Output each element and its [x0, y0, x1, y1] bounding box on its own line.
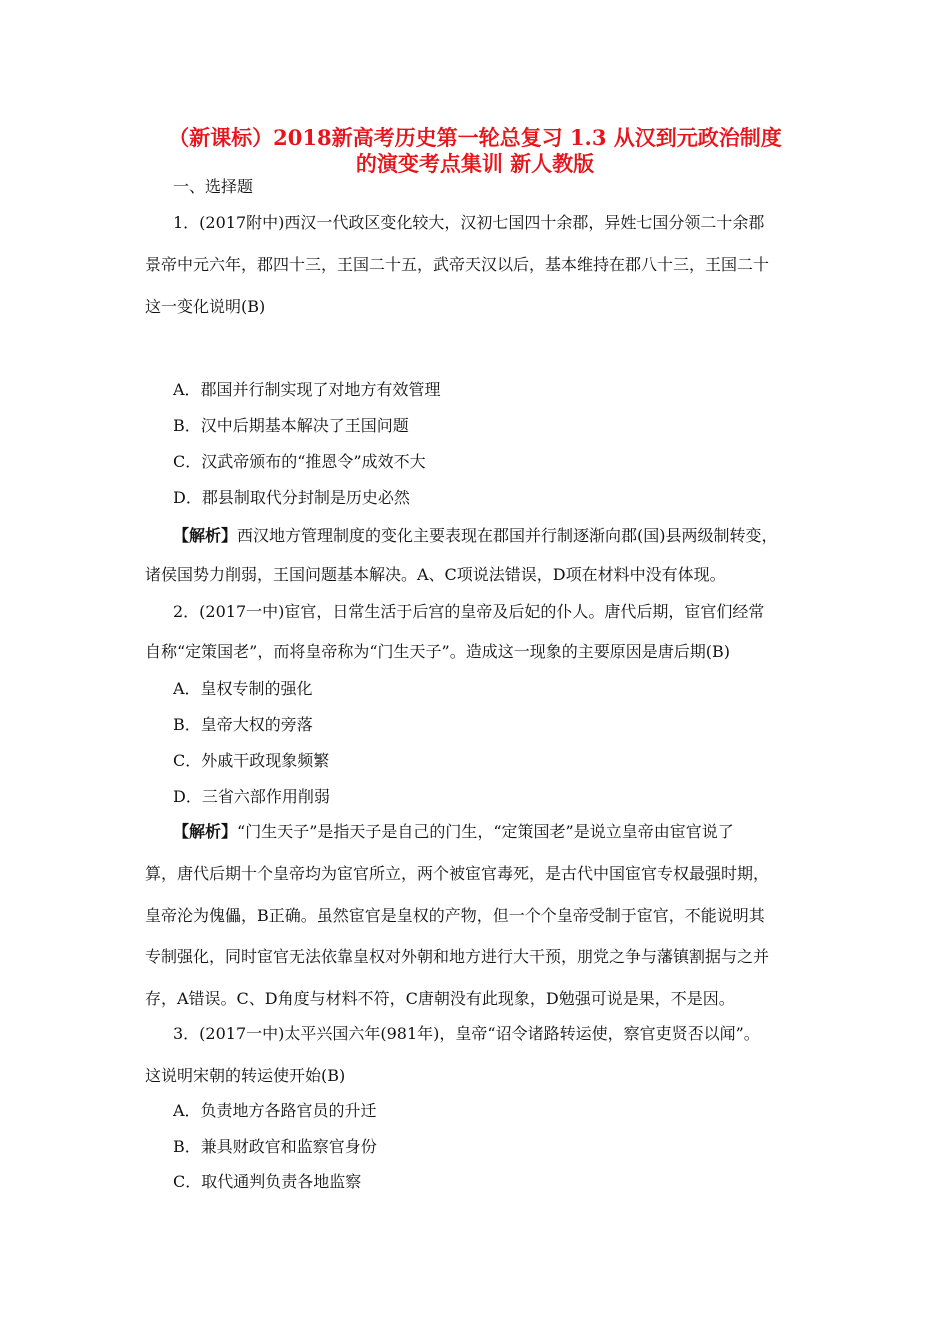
q2-option-d: D．三省六部作用削弱 [173, 787, 330, 806]
document-title-line2: 的演变考点集训 新人教版 [355, 151, 595, 176]
q3-stem-line1: 3．(2017一中)太平兴国六年(981年)，皇帝“诏令诸路转运使，察官吏贤否以闻”。 [173, 1024, 760, 1043]
q1-stem-line3: 这一变化说明(B) [145, 297, 266, 316]
q1-option-d: D．郡县制取代分封制是历史必然 [173, 488, 410, 507]
q2-analysis-line1 [173, 822, 734, 842]
q2-stem-line1: 2．(2017一中)宦官，日常生活于后宫的皇帝及后妃的仆人。唐代后期，宦官们经常 [173, 602, 765, 621]
q2-stem-line2: 自称“定策国老”，而将皇帝称为“门生天子”。造成这一现象的主要原因是唐后期(B) [145, 642, 730, 661]
q1-analysis-text1: 西汉地方管理制度的变化主要表现在郡国并行制逐渐向郡(国)县两级制转变， [237, 526, 778, 545]
q2-analysis-text1: “门生天子”是指天子是自己的门生，“定策国老”是说立皇帝由宦官说了 [237, 822, 734, 841]
q1-option-a: A．郡国并行制实现了对地方有效管理 [173, 380, 441, 399]
section-heading: 一、选择题 [173, 177, 254, 196]
q1-analysis-line2: 诸侯国势力削弱，王国问题基本解决。A、C项说法错误，D项在材料中没有体现。 [145, 565, 726, 584]
q2-analysis-line3: 皇帝沦为傀儡，B正确。虽然宦官是皇权的产物，但一个个皇帝受制于宦官，不能说明其 [145, 906, 765, 925]
document-title-line1: （新课标）2018新高考历史第一轮总复习 1.3 从汉到元政治制度 [168, 125, 782, 150]
q1-analysis-label: 【解析】 [173, 526, 238, 545]
q2-option-c: C．外戚干政现象频繁 [173, 751, 330, 770]
q2-analysis-line4: 专制强化，同时宦官无法依靠皇权对外朝和地方进行大干预，朋党之争与藩镇割据与之并 [145, 947, 770, 966]
q3-option-b: B．兼具财政官和监察官身份 [173, 1137, 377, 1156]
q1-stem-line1: 1．(2017附中)西汉一代政区变化较大，汉初七国四十余郡，异姓七国分领二十余郡 [173, 213, 765, 232]
q3-option-c: C．取代通判负责各地监察 [173, 1172, 362, 1191]
q2-analysis-line5: 存，A错误。C、D角度与材料不符，C唐朝没有此现象，D勉强可说是果，不是因。 [145, 989, 735, 1008]
q3-option-a: A．负责地方各路官员的升迁 [173, 1101, 377, 1120]
q1-option-c: C．汉武帝颁布的“推恩令”成效不大 [173, 452, 426, 471]
q2-option-b: B．皇帝大权的旁落 [173, 715, 313, 734]
q1-analysis-line1 [173, 526, 778, 546]
q3-stem-line2: 这说明宋朝的转运使开始(B) [145, 1066, 346, 1085]
q1-option-b: B．汉中后期基本解决了王国问题 [173, 416, 409, 435]
q2-option-a: A．皇权专制的强化 [173, 679, 313, 698]
q2-analysis-label: 【解析】 [173, 822, 238, 841]
q2-analysis-line2: 算，唐代后期十个皇帝均为宦官所立，两个被宦官毒死，是古代中国宦官专权最强时期， [145, 864, 770, 883]
q1-stem-line2: 景帝中元六年，郡四十三，王国二十五，武帝天汉以后，基本维持在郡八十三，王国二十 [145, 255, 770, 274]
